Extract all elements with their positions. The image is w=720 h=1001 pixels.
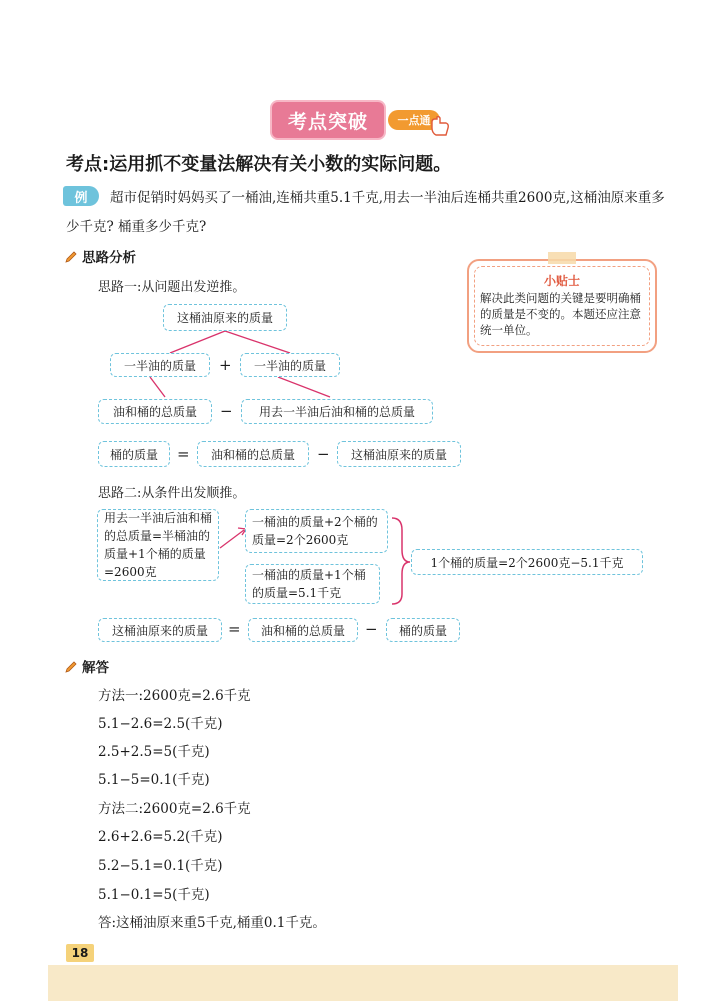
node-bucket-result: 1个桶的质量=2个2600克−5.1千克 [411,549,643,575]
answer-line: 5.2−5.1=0.1(千克) [98,858,223,874]
node-original-oil-weight: 这桶油原来的质量 [163,304,287,331]
answer-line: 方法二:2600克=2.6千克 [98,801,251,817]
op-plus: + [219,356,232,374]
answer-final: 答:这桶油原来重5千克,桶重0.1千克。 [98,915,326,931]
answer-heading-text: 解答 [82,660,109,676]
tip-title: 小贴士 [543,274,580,288]
tip-body: 解决此类问题的关键是要明确桶的质量是不变的。本题还应注意统一单位。 [480,291,641,337]
node-half-oil-a: 一半油的质量 [110,353,210,377]
example-badge: 例 [63,186,99,206]
tape-decoration [548,250,576,266]
node-oil-bucket-total-2: 油和桶的总质量 [197,441,309,467]
node-full-plus-two-buckets: 一桶油的质量+2个桶的质量=2个2600克 [245,509,388,553]
answer-heading [64,656,109,676]
answer-line: 5.1−0.1=5(千克) [98,887,210,903]
node-original-oil-weight-2: 这桶油原来的质量 [337,441,461,467]
op-minus-2: − [317,445,330,463]
approach2-label: 思路二:从条件出发顺推。 [98,486,246,501]
node-oil-bucket-total-3: 油和桶的总质量 [248,618,358,642]
node-oil-bucket-total: 油和桶的总质量 [98,399,212,424]
page-number: 18 [66,944,94,962]
node-original-oil-weight-3: 这桶油原来的质量 [98,618,222,642]
node-after-half-used-total: 用去一半油后油和桶的总质量 [241,399,433,424]
answer-line: 2.5+2.5=5(千克) [98,744,210,760]
op-minus-1: − [220,402,233,420]
approach1-label: 思路一:从问题出发逆推。 [98,280,246,295]
node-half-oil-b: 一半油的质量 [240,353,340,377]
op-equals-1: = [177,445,190,463]
banner-tag: 一点通 [388,110,440,130]
node-full-plus-one-bucket: 一桶油的质量+1个桶的质量=5.1千克 [245,564,380,604]
answer-line: 5.1−5=0.1(千克) [98,772,210,788]
node-after-half-equation: 用去一半油后油和桶的总质量=半桶油的质量+1个桶的质量=2600克 [97,509,219,581]
analysis-heading-text: 思路分析 [82,250,136,266]
node-bucket-weight-2: 桶的质量 [386,618,460,642]
op-minus-3: − [365,620,378,638]
answer-line: 5.1−2.6=2.5(千克) [98,716,223,732]
op-equals-2: = [228,620,241,638]
answer-line: 2.6+2.6=5.2(千克) [98,829,223,845]
topic-heading: 考点:运用抓不变量法解决有关小数的实际问题。 [66,154,452,175]
answer-line: 方法一:2600克=2.6千克 [98,688,251,704]
pencil-icon [64,660,78,674]
node-bucket-weight: 桶的质量 [98,441,170,467]
banner-title: 考点突破 [272,102,384,138]
example-problem: 超市促销时妈妈买了一桶油,连桶共重5.1千克,用去一半油后连桶共重2600克,这桶油原来重多少千克? 桶重多少千克? [66,190,665,235]
